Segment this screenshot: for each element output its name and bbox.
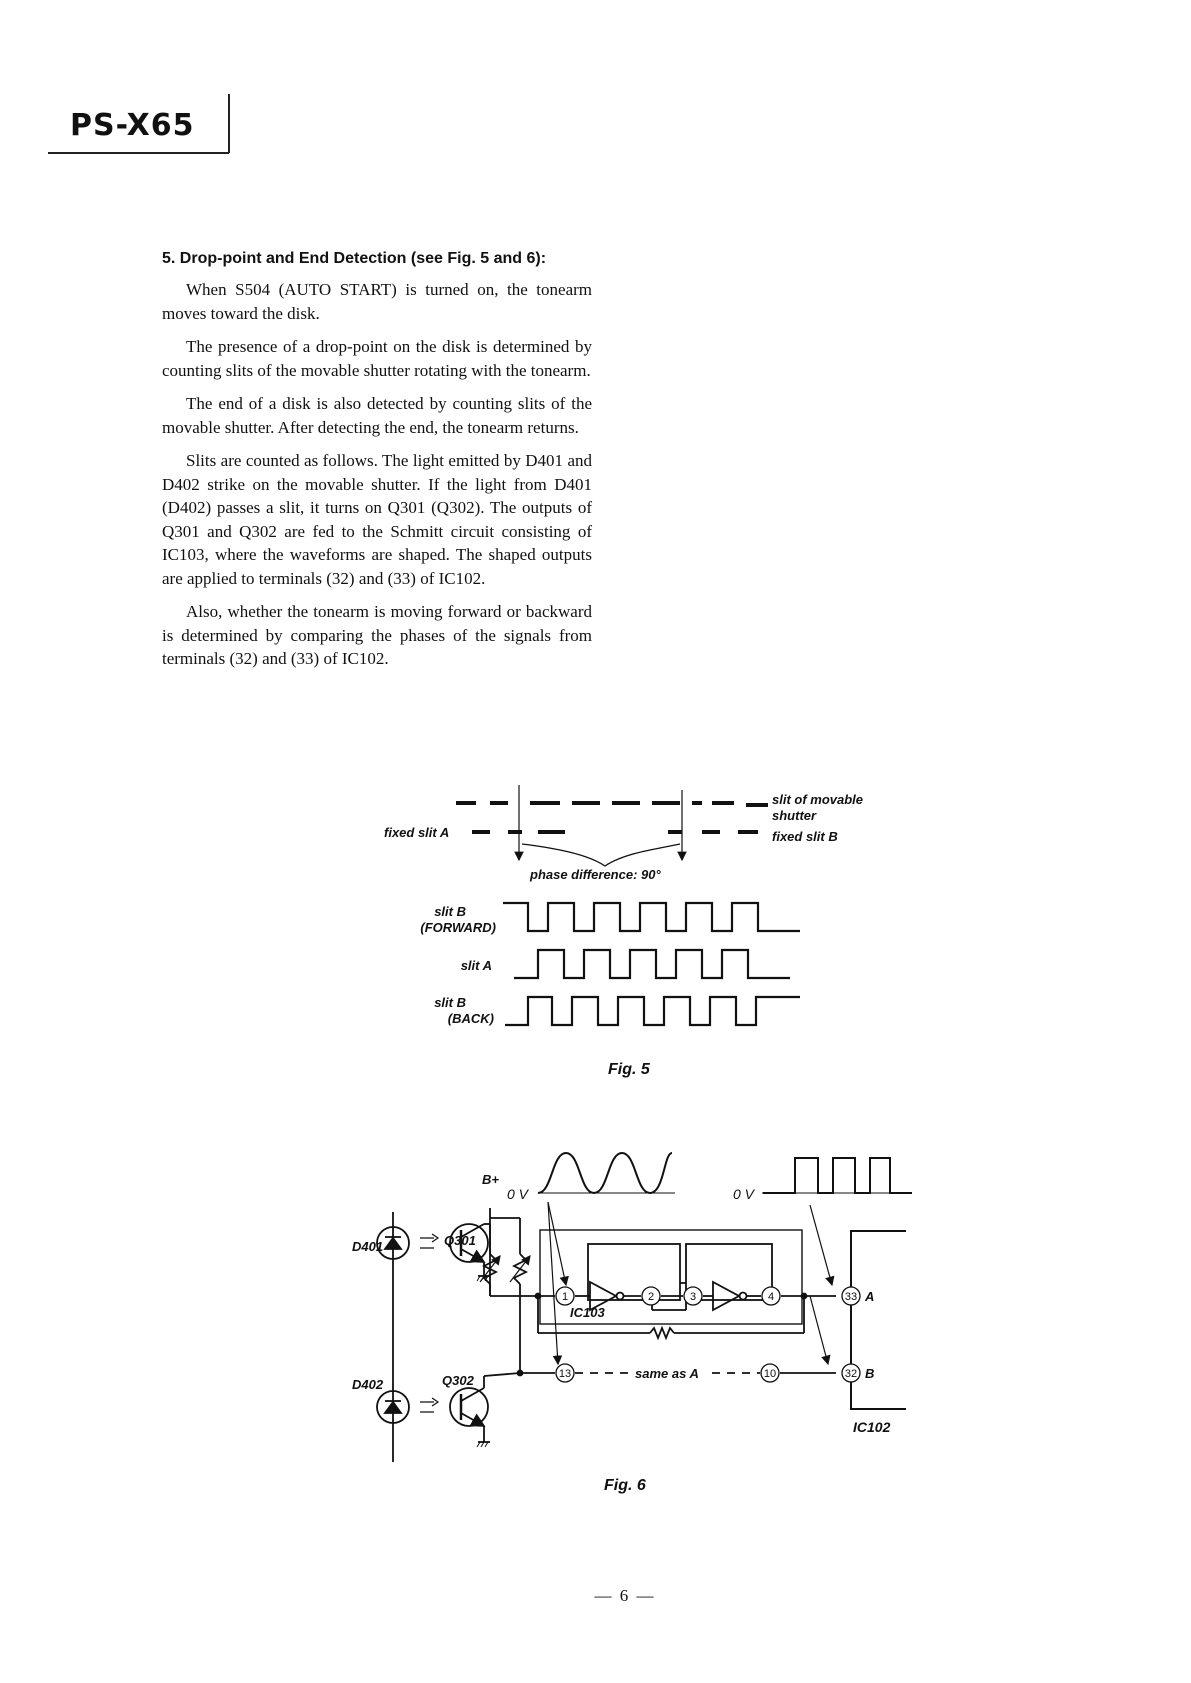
inverter-2 <box>713 1282 739 1310</box>
paragraph-5: Also, whether the tonearm is moving forward or backward is determined by comparing the phases of the signals from terminals (32) and (33) of IC102. <box>162 602 592 668</box>
label-zero-v-right: 0 V <box>733 1186 755 1202</box>
pin-2-label: 2 <box>647 1291 655 1303</box>
paragraph-3: The end of a disk is also detected by counting slits of the movable shutter. After detecting the end, the tonearm returns. <box>162 394 592 437</box>
pin-10-label: 10 <box>763 1368 777 1380</box>
pin-3-label: 3 <box>689 1291 697 1303</box>
fig6-diagram <box>377 1153 912 1462</box>
label-out-b: B <box>865 1366 875 1381</box>
wave-slit-a <box>514 950 790 978</box>
pin-1-label: 1 <box>561 1291 569 1303</box>
label-d401: D401 <box>352 1239 384 1254</box>
label-slit-movable-1: slit of movable <box>772 792 864 807</box>
label-wave-b-back-1: slit B <box>434 995 466 1010</box>
label-wave-b-forward-1: slit B <box>434 904 466 919</box>
fig6-caption: Fig. 6 <box>604 1477 646 1494</box>
pin-4-label: 4 <box>767 1291 775 1303</box>
square-waveform <box>763 1158 912 1193</box>
pin-33-label: 33 <box>844 1291 858 1303</box>
label-ic103: IC103 <box>570 1305 605 1320</box>
label-fixed-slit-a: fixed slit A <box>384 825 450 840</box>
label-q302: Q302 <box>442 1373 474 1388</box>
label-q301: Q301 <box>444 1233 476 1248</box>
label-slit-movable-2: shutter <box>772 808 817 823</box>
label-fixed-slit-b: fixed slit B <box>772 829 838 844</box>
label-same-as-a: same as A <box>635 1366 699 1381</box>
fig5-diagram <box>456 785 800 1025</box>
fig5-labels <box>384 792 863 1078</box>
label-wave-a: slit A <box>460 958 492 973</box>
paragraph-1: When S504 (AUTO START) is turned on, the tonearm moves toward the disk. <box>162 280 592 323</box>
label-out-a: A <box>865 1289 875 1304</box>
section-heading: 5. Drop-point and End Detection (see Fig. 5 and 6): <box>162 250 547 267</box>
page-number: — 6 — <box>594 1586 656 1605</box>
wave-slit-b-forward <box>503 903 800 931</box>
phase-brace <box>522 844 680 866</box>
label-zero-v-left: 0 V <box>507 1186 529 1202</box>
label-phase-difference: phase difference: 90° <box>530 867 661 882</box>
feedback-resistor <box>650 1328 674 1338</box>
paragraph-2: The presence of a drop-point on the disk is determined by counting slits of the movable shutter rotating with the tonearm. <box>162 337 592 380</box>
sine-waveform <box>538 1153 672 1193</box>
movable-shutter-dashes <box>456 803 768 805</box>
label-ic102: IC102 <box>853 1419 891 1435</box>
label-wave-b-forward-2: (FORWARD) <box>420 920 496 935</box>
pin-13-label: 13 <box>558 1368 572 1380</box>
model-title: PS-X65 <box>70 108 195 143</box>
label-d402: D402 <box>352 1377 384 1392</box>
ic102-outline <box>851 1231 906 1409</box>
paragraph-4: Slits are counted as follows. The light emitted by D401 and D402 strike on the movable shutter. If the light from D401 (D402) passes a slit, it turns on Q301 (Q302). The outputs of Q301 and Q302 are fed to the Schmitt circuit consisting of IC103, where the waveforms are shaped. The shaped outputs are applied to terminals (32) and (33) of IC102. <box>162 451 592 588</box>
fig5-caption: Fig. 5 <box>608 1061 650 1078</box>
label-b-plus: B+ <box>482 1172 499 1187</box>
pin-32-label: 32 <box>844 1368 858 1380</box>
pin-markers <box>556 1287 860 1382</box>
wave-slit-b-back <box>505 997 800 1025</box>
label-wave-b-back-2: (BACK) <box>447 1011 494 1026</box>
q302-transistor <box>450 1388 488 1426</box>
